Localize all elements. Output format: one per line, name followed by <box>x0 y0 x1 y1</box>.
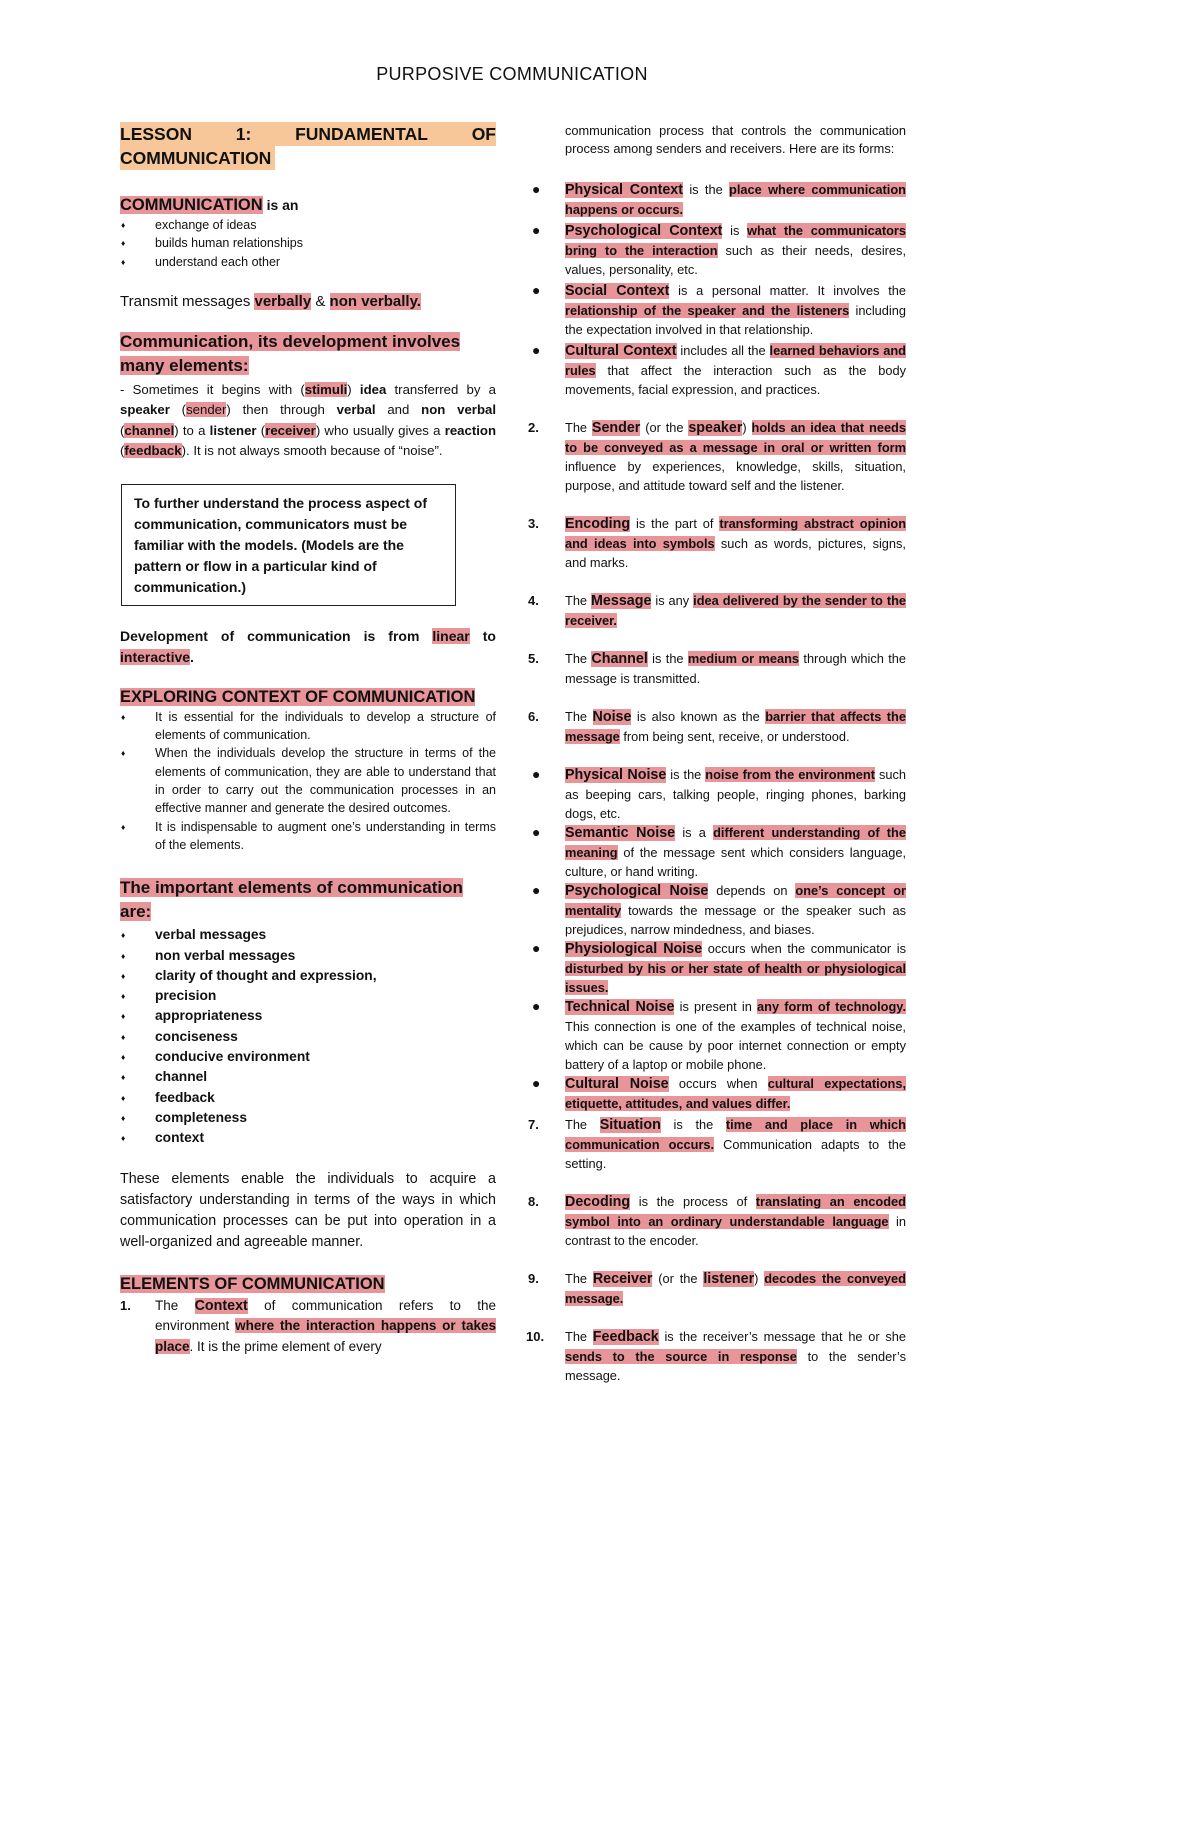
element-item-situation <box>526 1115 906 1173</box>
noise-physiological <box>526 939 906 997</box>
exploring-heading: EXPLORING CONTEXT OF COMMUNICATION <box>120 687 476 706</box>
communication-list <box>120 216 496 271</box>
list-item: ♦ non verbal messages <box>120 946 496 966</box>
item-text: Communication adapts to the setting. <box>565 1136 906 1171</box>
list-item: ♦ channel <box>120 1067 496 1087</box>
models-box: To further understand the process aspect of communication, communicators must be familiar with the models. (Models are the pattern or flow in a particular kind of communication.) <box>121 484 456 606</box>
process-text: and <box>375 402 422 418</box>
item-text: This connection is one of the examples of technical noise, which can be cause by poor internet connection or empty battery of a laptop or mobile phone. <box>565 1018 906 1072</box>
item-text: is a personal matter. It involves the <box>669 282 906 298</box>
list-item: ♦ clarity of thought and expression, <box>120 966 496 986</box>
enable-paragraph: These elements enable the individuals to acquire a satisfactory understanding in terms of the ways in which communication processes can be put into operation in a well-organized and agreeable manner. <box>120 1170 496 1250</box>
context-forms <box>526 180 906 399</box>
important-heading: The important elements of communication are: <box>120 878 463 922</box>
keyword: Social Context <box>565 282 670 299</box>
item-text: is the <box>683 181 730 197</box>
listener-keyword: listener <box>703 1270 755 1287</box>
highlight: time and place in which communication occurs. <box>565 1116 906 1152</box>
list-item: ♦ understand each other <box>120 253 496 271</box>
message-keyword: Message <box>591 592 652 609</box>
interactive-highlight: interactive <box>120 648 191 665</box>
idea-bold: idea <box>359 381 387 397</box>
item-text: of communication refers to the environment <box>155 1297 496 1334</box>
keyword: Cultural Noise <box>565 1075 669 1092</box>
item-text: in contrast to the encoder. <box>565 1213 907 1248</box>
noise-psychological <box>526 881 906 939</box>
item-text: is the <box>666 766 706 782</box>
noise-physical <box>526 765 906 823</box>
item-text: The <box>565 1116 600 1132</box>
situation-keyword: Situation <box>599 1116 661 1133</box>
channel-keyword: Channel <box>591 650 648 667</box>
page-title: PURPOSIVE COMMUNICATION <box>376 64 648 84</box>
receiver-highlight: receiver <box>265 422 316 438</box>
keyword: Semantic Noise <box>565 824 676 841</box>
noise-types <box>526 765 906 1113</box>
process-text: ) who usually gives a <box>315 422 445 438</box>
verbally-highlight: verbally <box>254 292 312 310</box>
item-text: influence by experiences, knowledge, skills, situation, purpose, and attitude toward self and the listener. <box>565 458 906 493</box>
sender-highlight: sender <box>186 402 227 418</box>
highlight: what the communicators bring to the interaction <box>565 222 906 258</box>
item-text: . It is the prime element of every <box>189 1338 382 1354</box>
highlight: one’s concept or mentality <box>565 882 906 918</box>
item-number: 9. <box>528 1270 539 1286</box>
communication-definition <box>120 196 496 271</box>
lesson-heading <box>120 122 496 146</box>
item-text: is <box>722 222 748 238</box>
item-text: through which the message is transmitted. <box>565 650 906 686</box>
item-text: (or the <box>640 419 689 435</box>
element-item-decoding <box>526 1192 906 1250</box>
bullet-icon: ● <box>532 997 541 1014</box>
list-item: ♦ When the individuals develop the structure in terms of the elements of communication, they are able to understand that in order to carry out the communication processes in an effective manner and generate the desired outcomes. <box>120 744 496 817</box>
list-item: ♦ exchange of ideas <box>120 216 496 234</box>
elements-section <box>120 1275 496 1358</box>
context-physical <box>526 180 906 219</box>
lesson-heading-line2: COMMUNICATION <box>120 146 275 170</box>
process-text: ) to a <box>174 422 210 438</box>
highlight: any form of technology. <box>757 998 906 1014</box>
item-text: depends on <box>708 882 796 898</box>
item-text: such as their needs, desires, values, personality, etc. <box>565 242 906 277</box>
item-number: 2. <box>528 419 539 435</box>
right-intro: communication process that controls the communication process among senders and receivers. Here are its forms: <box>565 123 906 157</box>
bullet-icon: ● <box>532 221 541 238</box>
transmit-line <box>120 291 496 312</box>
highlight: sends to the source in response <box>565 1348 797 1364</box>
process-text: ( <box>256 422 266 438</box>
keyword: Psychological Context <box>565 222 723 239</box>
development-mid: to <box>469 627 496 644</box>
development-heading <box>120 330 496 378</box>
noise-semantic <box>526 823 906 881</box>
right-column <box>526 122 906 1385</box>
feedback-highlight: feedback <box>124 443 182 459</box>
nonverbally-highlight: non verbally. <box>329 292 421 310</box>
list-item: ♦ precision <box>120 986 496 1006</box>
feedback-keyword: Feedback <box>592 1328 659 1345</box>
item-text: is the part of <box>630 515 720 531</box>
bullet-icon: ● <box>532 1074 541 1091</box>
list-item: ♦ conciseness <box>120 1027 496 1047</box>
item-text: is a <box>675 824 714 840</box>
noise-technical <box>526 997 906 1074</box>
highlight: holds an idea that needs to be conveyed as a message in oral or written form <box>565 419 906 455</box>
keyword: Technical Noise <box>565 998 675 1015</box>
transmit-pre: Transmit messages <box>120 292 255 310</box>
bullet-icon: ● <box>532 180 541 197</box>
item-text: ) <box>754 1270 765 1286</box>
process-text: ( <box>120 443 125 459</box>
lesson-of: OF <box>471 124 496 144</box>
process-text: ( <box>120 422 125 438</box>
item-text: The <box>565 650 592 666</box>
list-item: ♦ builds human relationships <box>120 234 496 252</box>
bullet-icon: ● <box>532 823 541 840</box>
element-item-receiver <box>526 1269 906 1308</box>
lesson-word: LESSON <box>120 124 192 144</box>
context-social <box>526 281 906 339</box>
item-text: The <box>565 1328 593 1344</box>
process-text: - Sometimes it begins with ( <box>120 381 305 397</box>
item-text: is the <box>647 650 688 666</box>
element-item-channel <box>526 649 906 688</box>
context-keyword: Context <box>194 1297 248 1314</box>
item-number: 3. <box>528 515 539 531</box>
list-item: ♦ appropriateness <box>120 1006 496 1026</box>
element-item-message <box>526 591 906 630</box>
item-number: 10. <box>526 1328 545 1344</box>
list-item: ♦ context <box>120 1128 496 1148</box>
item-text: of the message sent which considers language, culture, or hand writing. <box>565 844 906 879</box>
item-text: ) <box>742 419 752 435</box>
lesson-fundamental: FUNDAMENTAL <box>295 124 428 144</box>
list-item: ♦ completeness <box>120 1108 496 1128</box>
element-item-encoding <box>526 514 906 572</box>
speaker-bold: speaker <box>120 402 170 418</box>
highlight: medium or means <box>687 650 800 666</box>
left-column <box>120 122 496 1357</box>
development-pre: Development of communication is from <box>120 627 433 644</box>
highlight: noise from the environment <box>705 766 875 782</box>
development-sentence <box>120 626 496 668</box>
item-text: is the process of <box>630 1193 756 1209</box>
item-text: includes all the <box>676 342 770 358</box>
context-highlight: where the interaction happens or takes place <box>155 1318 496 1354</box>
lesson-heading-line2-wrap <box>120 146 496 170</box>
highlight: barrier that affects the message <box>565 708 906 744</box>
exploring-list <box>120 708 496 854</box>
channel-highlight: channel <box>124 422 175 438</box>
process-text: ) <box>347 381 360 397</box>
item-number: 1. <box>120 1297 131 1313</box>
development-heading-text: Communication, its development involves many elements: <box>120 331 461 375</box>
nonverbal-bold: non verbal <box>421 402 496 418</box>
elements-heading: ELEMENTS OF COMMUNICATION <box>120 1274 385 1293</box>
item-text: that affect the interaction such as the body movements, facial expression, and practices. <box>565 362 906 397</box>
list-item: ♦ verbal messages <box>120 925 496 945</box>
item-text: The <box>565 419 592 435</box>
bullet-icon: ● <box>532 939 541 956</box>
item-number: 8. <box>528 1193 539 1209</box>
item-text: occurs when the communicator is <box>702 940 906 956</box>
receiver-keyword: Receiver <box>592 1270 653 1287</box>
highlight: relationship of the speaker and the listeners <box>565 302 850 318</box>
highlight: disturbed by his or her state of health or physiological issues. <box>565 960 906 995</box>
noise-cultural <box>526 1074 906 1113</box>
transmit-amp: & <box>311 292 330 310</box>
context-psychological <box>526 221 906 279</box>
highlight: different understanding of the meaning <box>565 824 906 860</box>
item-text: is the <box>660 1116 726 1132</box>
context-cultural <box>526 341 906 399</box>
bullet-icon: ● <box>532 881 541 898</box>
reaction-bold: reaction <box>444 422 497 438</box>
list-item: ♦ feedback <box>120 1088 496 1108</box>
item-text: (or the <box>652 1270 704 1286</box>
keyword: Physical Noise <box>565 766 667 783</box>
item-text: is also known as the <box>631 708 766 724</box>
list-item: ♦ It is essential for the individuals to develop a structure of elements of communication. <box>120 708 496 745</box>
communication-term: COMMUNICATION <box>120 196 263 214</box>
communication-suffix: is an <box>262 197 299 213</box>
list-item: ♦ conducive environment <box>120 1047 496 1067</box>
item-text: is the receiver’s message that he or she <box>658 1328 906 1344</box>
item-number: 5. <box>528 650 539 666</box>
encoding-keyword: Encoding <box>565 515 631 532</box>
highlight: decodes the conveyed message. <box>565 1270 906 1306</box>
item-text: such as words, pictures, signs, and marks. <box>565 535 906 570</box>
decoding-keyword: Decoding <box>565 1193 631 1210</box>
element-item-feedback <box>526 1327 906 1385</box>
item-text: towards the message or the speaker such as prejudices, narrow mindedness, and biases. <box>565 902 906 937</box>
noise-keyword: Noise <box>592 708 632 725</box>
process-text: transferred by a <box>386 381 497 397</box>
linear-highlight: linear <box>432 627 470 644</box>
sender-keyword: Sender <box>591 419 641 436</box>
keyword: Psychological Noise <box>565 882 709 899</box>
highlight: learned behaviors and rules <box>565 342 906 378</box>
process-text: ) then through <box>226 402 337 418</box>
bullet-icon: ● <box>532 341 541 358</box>
item-text: from being sent, receive, or understood. <box>619 728 850 744</box>
development-post: . <box>190 648 194 665</box>
item-text: such as beeping cars, talking people, ringing phones, barking dogs, etc. <box>565 766 906 821</box>
important-list <box>120 925 496 1148</box>
keyword: Physical Context <box>565 181 683 198</box>
item-number: 6. <box>528 708 539 724</box>
highlight: cultural expectations, etiquette, attitudes, and values differ. <box>565 1075 907 1111</box>
listener-bold: listener <box>209 422 257 438</box>
item-text: is present in <box>674 998 758 1014</box>
verbal-bold: verbal <box>336 402 376 418</box>
process-paragraph <box>120 380 496 462</box>
highlight: place where communication happens or occurs. <box>565 181 906 217</box>
element-item-noise <box>526 707 906 746</box>
item-text: The <box>565 1270 593 1286</box>
element-item-context <box>120 1296 496 1358</box>
item-text: is any <box>651 592 694 608</box>
list-item: ♦ It is indispensable to augment one’s understanding in terms of the elements. <box>120 818 496 855</box>
bullet-icon: ● <box>532 281 541 298</box>
item-text: The <box>565 592 592 608</box>
highlight: idea delivered by the sender to the receiver. <box>565 592 907 628</box>
bullet-icon: ● <box>532 765 541 782</box>
item-number: 7. <box>528 1116 539 1132</box>
speaker-keyword: speaker <box>688 419 743 436</box>
keyword: Physiological Noise <box>565 940 703 957</box>
lesson-number: 1: <box>235 124 252 144</box>
exploring-section <box>120 688 496 854</box>
stimuli-highlight: stimuli <box>304 381 348 397</box>
keyword: Cultural Context <box>565 342 677 359</box>
important-section <box>120 876 496 1148</box>
lesson-heading-line1 <box>120 122 496 146</box>
item-number: 4. <box>528 592 539 608</box>
highlight: translating an encoded symbol into an ordinary understandable language <box>565 1193 906 1229</box>
highlight: transforming abstract opinion and ideas into symbols <box>565 515 907 551</box>
process-text: ( <box>169 402 187 418</box>
item-text: occurs when <box>668 1075 768 1091</box>
item-text: including the expectation involved in that relationship. <box>565 302 906 337</box>
element-item-sender <box>526 418 906 495</box>
item-text: The <box>565 708 593 724</box>
process-text: ). It is not always smooth because of “noise”. <box>181 443 443 459</box>
item-text: The <box>155 1297 195 1313</box>
item-text: to the sender’s message. <box>565 1348 906 1383</box>
